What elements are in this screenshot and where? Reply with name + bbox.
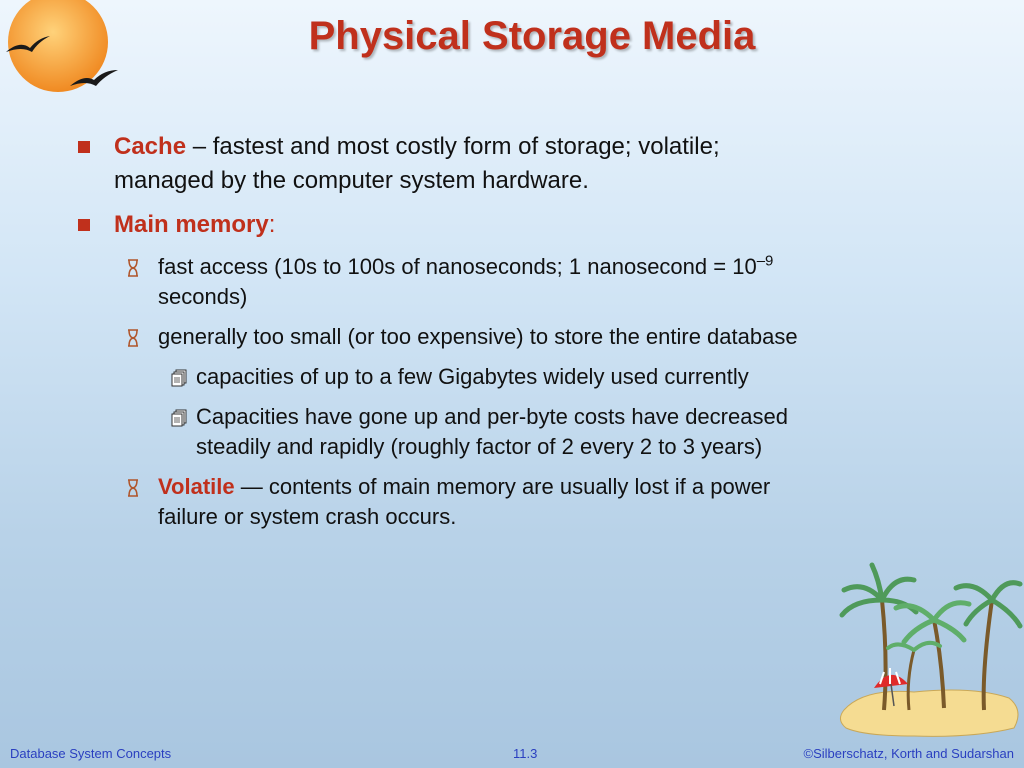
capacities1-text: capacities of up to a few Gigabytes widely used currently	[196, 364, 749, 389]
fast-access-text: fast access (10s to 100s of nanoseconds; 1 nanosecond = 10	[158, 254, 757, 279]
volatile-text-line2: failure or system crash occurs.	[158, 504, 457, 529]
fast-access-text-line2: seconds)	[158, 284, 248, 309]
capacities2-text-line2: steadily and rapidly (roughly factor of 2 every 2 to 3 years)	[196, 434, 763, 459]
subbullet-fast-access	[74, 252, 894, 312]
too-small-text: generally too small (or too expensive) to store the entire database	[158, 324, 798, 349]
term-volatile: Volatile	[158, 474, 235, 499]
palm-island-decoration	[824, 560, 1024, 740]
footer-slide-number: 11.3	[513, 746, 538, 761]
hourglass-bullet-icon	[126, 329, 140, 347]
fast-access-exponent: –9	[756, 252, 774, 270]
slide-title: Physical Storage Media	[308, 14, 756, 58]
square-bullet-icon	[78, 141, 90, 153]
slide-body	[74, 130, 894, 542]
cache-text-line2: managed by the computer system hardware.	[114, 167, 589, 194]
footer-copyright: ©Silberschatz, Korth and Sudarshan	[803, 746, 1014, 761]
subbullet-volatile	[74, 472, 894, 532]
bullet-cache	[74, 130, 894, 198]
capacities2-text-line1: Capacities have gone up and per-byte costs have decreased	[196, 404, 788, 429]
subbullet-too-small	[74, 322, 894, 352]
document-stack-bullet-icon	[170, 409, 188, 427]
subsubbullet-capacities2	[74, 402, 894, 462]
slide-footer	[0, 740, 1024, 768]
hourglass-bullet-icon	[126, 259, 140, 277]
hourglass-bullet-icon	[126, 479, 140, 497]
cache-text-line1: – fastest and most costly form of storage; volatile;	[186, 133, 720, 160]
term-cache: Cache	[114, 133, 187, 160]
footer-book-title: Database System Concepts	[10, 746, 172, 761]
square-bullet-icon	[78, 219, 90, 231]
term-main-memory: Main memory	[114, 211, 269, 238]
document-stack-bullet-icon	[170, 369, 188, 387]
main-memory-suffix: :	[268, 211, 276, 238]
volatile-text-line1: — contents of main memory are usually lost if a power	[234, 474, 771, 499]
bullet-main-memory	[74, 208, 894, 242]
subsubbullet-capacities1	[74, 362, 894, 392]
